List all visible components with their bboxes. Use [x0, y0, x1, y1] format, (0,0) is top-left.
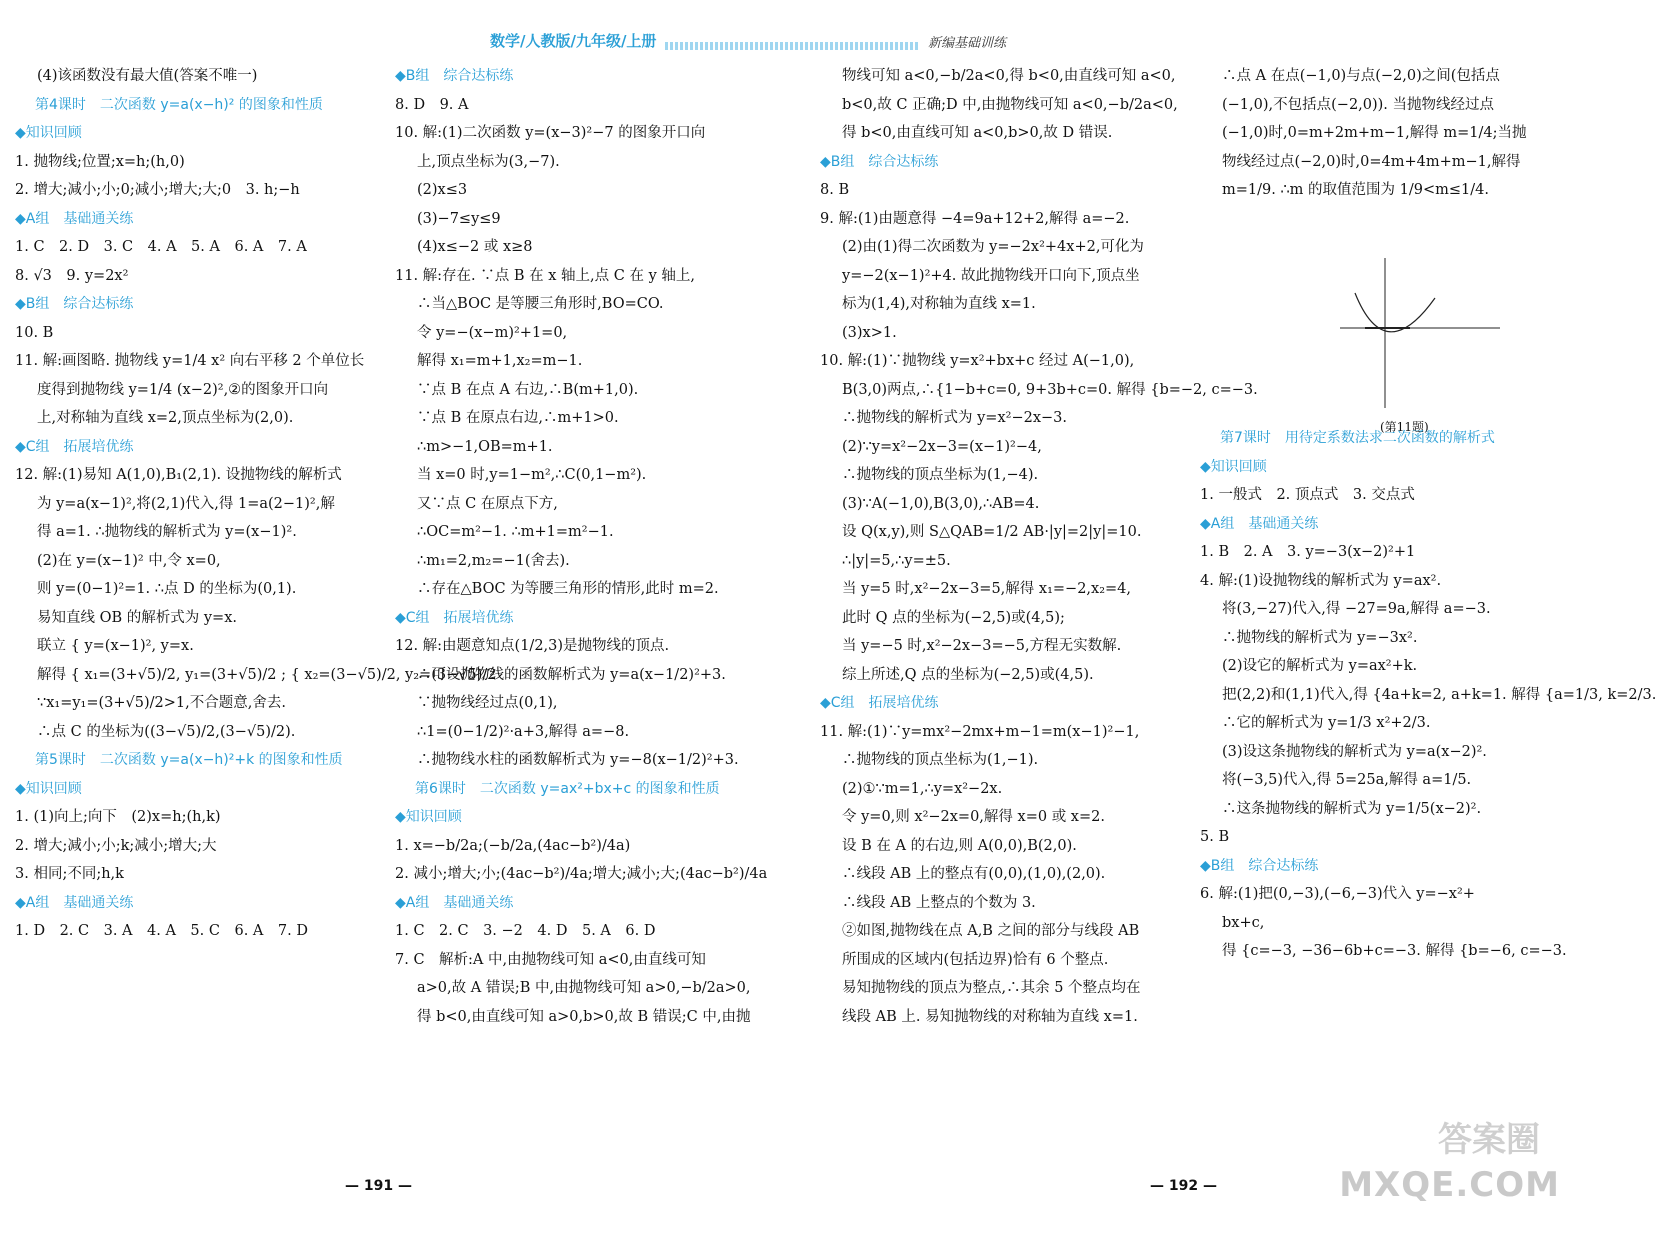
- section-heading: ◆A组 基础通关练: [1200, 515, 1319, 532]
- answer-line: (−1,0)时,0=m+2m+m−1,解得 m=1/4;当抛: [1222, 125, 1527, 141]
- answer-line: 解得 { x₁=(3+√5)/2, y₁=(3+√5)/2 ; { x₂=(3−√5)/2, y₂=(3−√5)/2: [37, 666, 497, 683]
- answer-line: 得 a=1. ∴抛物线的解析式为 y=(x−1)².: [37, 524, 297, 540]
- answer-line: 物线经过点(−2,0)时,0=4m+4m+m−1,解得: [1222, 153, 1521, 170]
- answer-line: ∴它的解析式为 y=1/3 x²+2/3.: [1222, 715, 1431, 731]
- answer-line: 为 y=a(x−1)²,将(2,1)代入,得 1=a(2−1)²,解: [37, 495, 335, 512]
- answer-line: 5. B: [1200, 829, 1230, 845]
- answer-line: 得 {c=−3, −36−6b+c=−3. 解得 {b=−6, c=−3.: [1222, 943, 1567, 959]
- answer-line: 解得 x₁=m+1,x₂=m−1.: [417, 353, 583, 369]
- lesson-title: 第7课时 用待定系数法求二次函数的解析式: [1220, 430, 1495, 446]
- answer-line: 8. √3 9. y=2x²: [15, 267, 129, 284]
- answer-line: 1. x=−b/2a;(−b/2a,(4ac−b²)/4a): [395, 837, 631, 854]
- answer-line: 11. 解:存在. ∵点 B 在 x 轴上,点 C 在 y 轴上,: [395, 267, 695, 284]
- answer-line: ∴线段 AB 上的整点有(0,0),(1,0),(2,0).: [842, 866, 1106, 882]
- answer-line: 把(2,2)和(1,1)代入,得 {4a+k=2, a+k=1. 解得 {a=1/3, k=2/3.: [1222, 686, 1656, 703]
- answer-line: 1. 一般式 2. 顶点式 3. 交点式: [1200, 487, 1415, 503]
- section-heading: ◆C组 拓展培优练: [15, 438, 134, 455]
- section-heading: ◆知识回顾: [1200, 458, 1267, 475]
- answer-line: 1. C 2. C 3. −2 4. D 5. A 6. D: [395, 923, 656, 939]
- header-brand: 新编基础训练: [928, 36, 1007, 51]
- answer-line: 将(−3,5)代入,得 5=25a,解得 a=1/5.: [1222, 772, 1472, 788]
- answer-line: ∴点 C 的坐标为((3−√5)/2,(3−√5)/2).: [37, 723, 296, 740]
- answer-line: 当 y=5 时,x²−2x−3=5,解得 x₁=−2,x₂=4,: [842, 581, 1132, 597]
- parabola-graph: [1340, 258, 1500, 418]
- column-2: [395, 62, 768, 1031]
- section-heading: ◆知识回顾: [15, 780, 82, 797]
- section-heading: ◆A组 基础通关练: [15, 894, 134, 911]
- answer-line: 1. B 2. A 3. y=−3(x−2)²+1: [1200, 544, 1416, 560]
- answer-line: 9. 解:(1)由题意得 −4=9a+12+2,解得 a=−2.: [820, 210, 1130, 227]
- answer-line: 则 y=(0−1)²=1. ∴点 D 的坐标为(0,1).: [37, 581, 297, 597]
- column-4-top: [1200, 62, 1580, 205]
- answer-line: (2)∵y=x²−2x−3=(x−1)²−4,: [842, 438, 1042, 455]
- answer-line: (4)该函数没有最大值(答案不唯一): [37, 68, 258, 84]
- answer-line: 设 Q(x,y),则 S△QAB=1/2 AB·|y|=2|y|=10.: [842, 524, 1142, 540]
- answer-line: 10. 解:(1)∵抛物线 y=x²+bx+c 经过 A(−1,0),: [820, 353, 1135, 369]
- answer-line: ∴抛物线的顶点坐标为(1,−4).: [842, 467, 1039, 483]
- answer-line: ∴线段 AB 上整点的个数为 3.: [842, 894, 1036, 911]
- answer-line: (2)①∵m=1,∴y=x²−2x.: [842, 780, 1003, 797]
- answer-line: 线段 AB 上. 易知抛物线的对称轴为直线 x=1.: [842, 1008, 1138, 1025]
- answer-line: 设 B 在 A 的右边,则 A(0,0),B(2,0).: [842, 837, 1077, 854]
- section-heading: ◆B组 综合达标练: [15, 296, 134, 312]
- answer-line: 12. 解:(1)易知 A(1,0),B₁(2,1). 设抛物线的解析式: [15, 467, 342, 483]
- answer-line: (3)设这条抛物线的解析式为 y=a(x−2)².: [1222, 743, 1487, 760]
- answer-line: ∴当△BOC 是等腰三角形时,BO=CO.: [417, 296, 664, 312]
- section-heading: ◆B组 综合达标练: [820, 153, 939, 170]
- lesson-title: 第6课时 二次函数 y=ax²+bx+c 的图象和性质: [415, 780, 720, 797]
- answer-line: ∴点 A 在点(−1,0)与点(−2,0)之间(包括点: [1222, 68, 1500, 84]
- answer-line: 2. 增大;减小;小;0;减小;增大;大;0 3. h;−h: [15, 182, 300, 198]
- answer-line: (3)−7≤y≤9: [417, 210, 501, 227]
- answer-line: 8. B: [820, 182, 850, 198]
- answer-line: (2)在 y=(x−1)² 中,令 x=0,: [37, 552, 221, 569]
- answer-line: 6. 解:(1)把(0,−3),(−6,−3)代入 y=−x²+: [1200, 886, 1475, 902]
- header-divider: [665, 42, 920, 50]
- answer-line: 令 y=−(x−m)²+1=0,: [417, 324, 568, 341]
- page-number-left: — 191 —: [345, 1178, 412, 1194]
- page-number-right: — 192 —: [1150, 1178, 1217, 1194]
- section-heading: ◆B组 综合达标练: [395, 68, 514, 84]
- answer-line: 得 b<0,由直线可知 a>0,b>0,故 B 错误;C 中,由抛: [417, 1008, 751, 1025]
- answer-line: ∵x₁=y₁=(3+√5)/2>1,不合题意,舍去.: [37, 695, 286, 711]
- answer-line: 物线可知 a<0,−b/2a<0,得 b<0,由直线可知 a<0,: [842, 68, 1176, 84]
- answer-line: 1. 抛物线;位置;x=h;(h,0): [15, 153, 185, 170]
- answer-line: 联立 { y=(x−1)², y=x.: [37, 638, 194, 654]
- answer-line: ∵点 B 在点 A 右边,∴B(m+1,0).: [417, 381, 639, 398]
- answer-line: 又∵点 C 在原点下方,: [417, 495, 558, 512]
- answer-line: 上,对称轴为直线 x=2,顶点坐标为(2,0).: [37, 410, 294, 426]
- answer-line: 令 y=0,则 x²−2x=0,解得 x=0 或 x=2.: [842, 809, 1105, 825]
- answer-line: 10. B: [15, 324, 54, 341]
- answer-line: bx+c,: [1222, 914, 1265, 931]
- watermark-logo: 答案圈: [1438, 1120, 1540, 1160]
- answer-line: ∴抛物线的解析式为 y=x²−2x−3.: [842, 410, 1067, 426]
- graph-caption: (第11题): [1380, 420, 1429, 434]
- answer-line: 1. D 2. C 3. A 4. A 5. C 6. A 7. D: [15, 923, 308, 939]
- answer-line: 3. 相同;不同;h,k: [15, 866, 124, 882]
- answer-line: 度得到抛物线 y=1/4 (x−2)²,②的图象开口向: [37, 381, 329, 398]
- answer-line: m=1/9. ∴m 的取值范围为 1/9<m≤1/4.: [1222, 182, 1489, 198]
- section-heading: ◆A组 基础通关练: [395, 894, 514, 911]
- answer-line: 易知抛物线的顶点为整点,∴其余 5 个整点均在: [842, 980, 1141, 996]
- section-heading: ◆知识回顾: [395, 809, 462, 825]
- answer-line: 标为(1,4),对称轴为直线 x=1.: [842, 296, 1036, 312]
- answer-line: 4. 解:(1)设抛物线的解析式为 y=ax².: [1200, 572, 1442, 589]
- answer-line: ∴抛物线的解析式为 y=−3x².: [1222, 629, 1418, 646]
- page-header: [0, 30, 1600, 54]
- answer-line: (3)∵A(−1,0),B(3,0),∴AB=4.: [842, 495, 1040, 512]
- answer-line: ②如图,抛物线在点 A,B 之间的部分与线段 AB: [842, 923, 1140, 939]
- answer-line: 综上所述,Q 点的坐标为(−2,5)或(4,5).: [842, 666, 1094, 683]
- answer-line: (−1,0),不包括点(−2,0)). 当抛物线经过点: [1222, 96, 1495, 113]
- answer-line: ∴可设抛物线的函数解析式为 y=a(x−1/2)²+3.: [417, 666, 726, 683]
- watermark-url: MXQE.COM: [1339, 1165, 1560, 1205]
- column-4-bottom: [1200, 424, 1656, 966]
- answer-line: (2)由(1)得二次函数为 y=−2x²+4x+2,可化为: [842, 239, 1144, 255]
- answer-line: 7. C 解析:A 中,由抛物线可知 a<0,由直线可知: [395, 951, 706, 968]
- answer-line: 1. C 2. D 3. C 4. A 5. A 6. A 7. A: [15, 239, 307, 255]
- answer-line: (3)x>1.: [842, 324, 897, 341]
- answer-line: (2)x≤3: [417, 182, 468, 198]
- answer-line: 2. 减小;增大;小;(4ac−b²)/4a;增大;减小;大;(4ac−b²)/4a: [395, 866, 768, 882]
- answer-line: B(3,0)两点,∴{1−b+c=0, 9+3b+c=0. 解得 {b=−2, c=−3.: [842, 381, 1258, 398]
- answer-line: b<0,故 C 正确;D 中,由抛物线可知 a<0,−b/2a<0,: [842, 96, 1178, 113]
- lesson-title: 第4课时 二次函数 y=a(x−h)² 的图象和性质: [35, 96, 323, 113]
- answer-line: 11. 解:(1)∵y=mx²−2mx+m−1=m(x−1)²−1,: [820, 723, 1140, 740]
- answer-line: a>0,故 A 错误;B 中,由抛物线可知 a>0,−b/2a>0,: [417, 980, 751, 996]
- answer-line: 12. 解:由题意知点(1/2,3)是抛物线的顶点.: [395, 638, 670, 654]
- section-heading: ◆知识回顾: [15, 125, 82, 141]
- answer-line: 将(3,−27)代入,得 −27=9a,解得 a=−3.: [1222, 601, 1491, 617]
- answer-line: ∴|y|=5,∴y=±5.: [842, 552, 951, 569]
- answer-line: (2)设它的解析式为 y=ax²+k.: [1222, 658, 1418, 674]
- answer-line: ∴m>−1,OB=m+1.: [417, 438, 553, 455]
- answer-line: 11. 解:画图略. 抛物线 y=1/4 x² 向右平移 2 个单位长: [15, 353, 365, 369]
- answer-line: 2. 增大;减小;小;k;减小;增大;大: [15, 837, 217, 854]
- answer-line: 当 y=−5 时,x²−2x−3=−5,方程无实数解.: [842, 638, 1122, 654]
- answer-line: ∴m₁=2,m₂=−1(舍去).: [417, 552, 570, 569]
- section-heading: ◆B组 综合达标练: [1200, 857, 1319, 874]
- answer-line: 此时 Q 点的坐标为(−2,5)或(4,5);: [842, 609, 1065, 626]
- answer-line: 上,顶点坐标为(3,−7).: [417, 153, 560, 170]
- answer-line: 所围成的区域内(包括边界)恰有 6 个整点.: [842, 951, 1109, 968]
- answer-line: ∴1=(0−1/2)²·a+3,解得 a=−8.: [417, 723, 630, 740]
- answer-line: 1. (1)向上;向下 (2)x=h;(h,k): [15, 809, 221, 825]
- answer-line: ∴抛物线水柱的函数解析式为 y=−8(x−1/2)²+3.: [417, 752, 739, 768]
- header-title: 数学/人教版/九年级/上册: [490, 32, 657, 50]
- section-heading: ◆C组 拓展培优练: [395, 609, 514, 626]
- answer-line: ∵点 B 在原点右边,∴m+1>0.: [417, 410, 619, 426]
- lesson-title: 第5课时 二次函数 y=a(x−h)²+k 的图象和性质: [35, 752, 343, 768]
- answer-line: 易知直线 OB 的解析式为 y=x.: [37, 609, 237, 626]
- answer-line: ∴OC=m²−1. ∴m+1=m²−1.: [417, 524, 614, 540]
- answer-line: (4)x≤−2 或 x≥8: [417, 239, 533, 255]
- answer-line: y=−2(x−1)²+4. 故此抛物线开口向下,顶点坐: [842, 267, 1140, 284]
- answer-line: 当 x=0 时,y=1−m²,∴C(0,1−m²).: [417, 467, 647, 483]
- answer-line: ∴存在△BOC 为等腰三角形的情形,此时 m=2.: [417, 581, 719, 597]
- section-heading: ◆A组 基础通关练: [15, 210, 134, 227]
- section-heading: ◆C组 拓展培优练: [820, 695, 939, 711]
- answer-line: ∴抛物线的顶点坐标为(1,−1).: [842, 752, 1039, 768]
- answer-line: ∴这条抛物线的解析式为 y=1/5(x−2)².: [1222, 800, 1482, 817]
- answer-line: 8. D 9. A: [395, 96, 469, 113]
- answer-line: 10. 解:(1)二次函数 y=(x−3)²−7 的图象开口向: [395, 125, 706, 141]
- answer-line: ∵抛物线经过点(0,1),: [417, 695, 558, 711]
- answer-line: 得 b<0,由直线可知 a<0,b>0,故 D 错误.: [842, 125, 1113, 141]
